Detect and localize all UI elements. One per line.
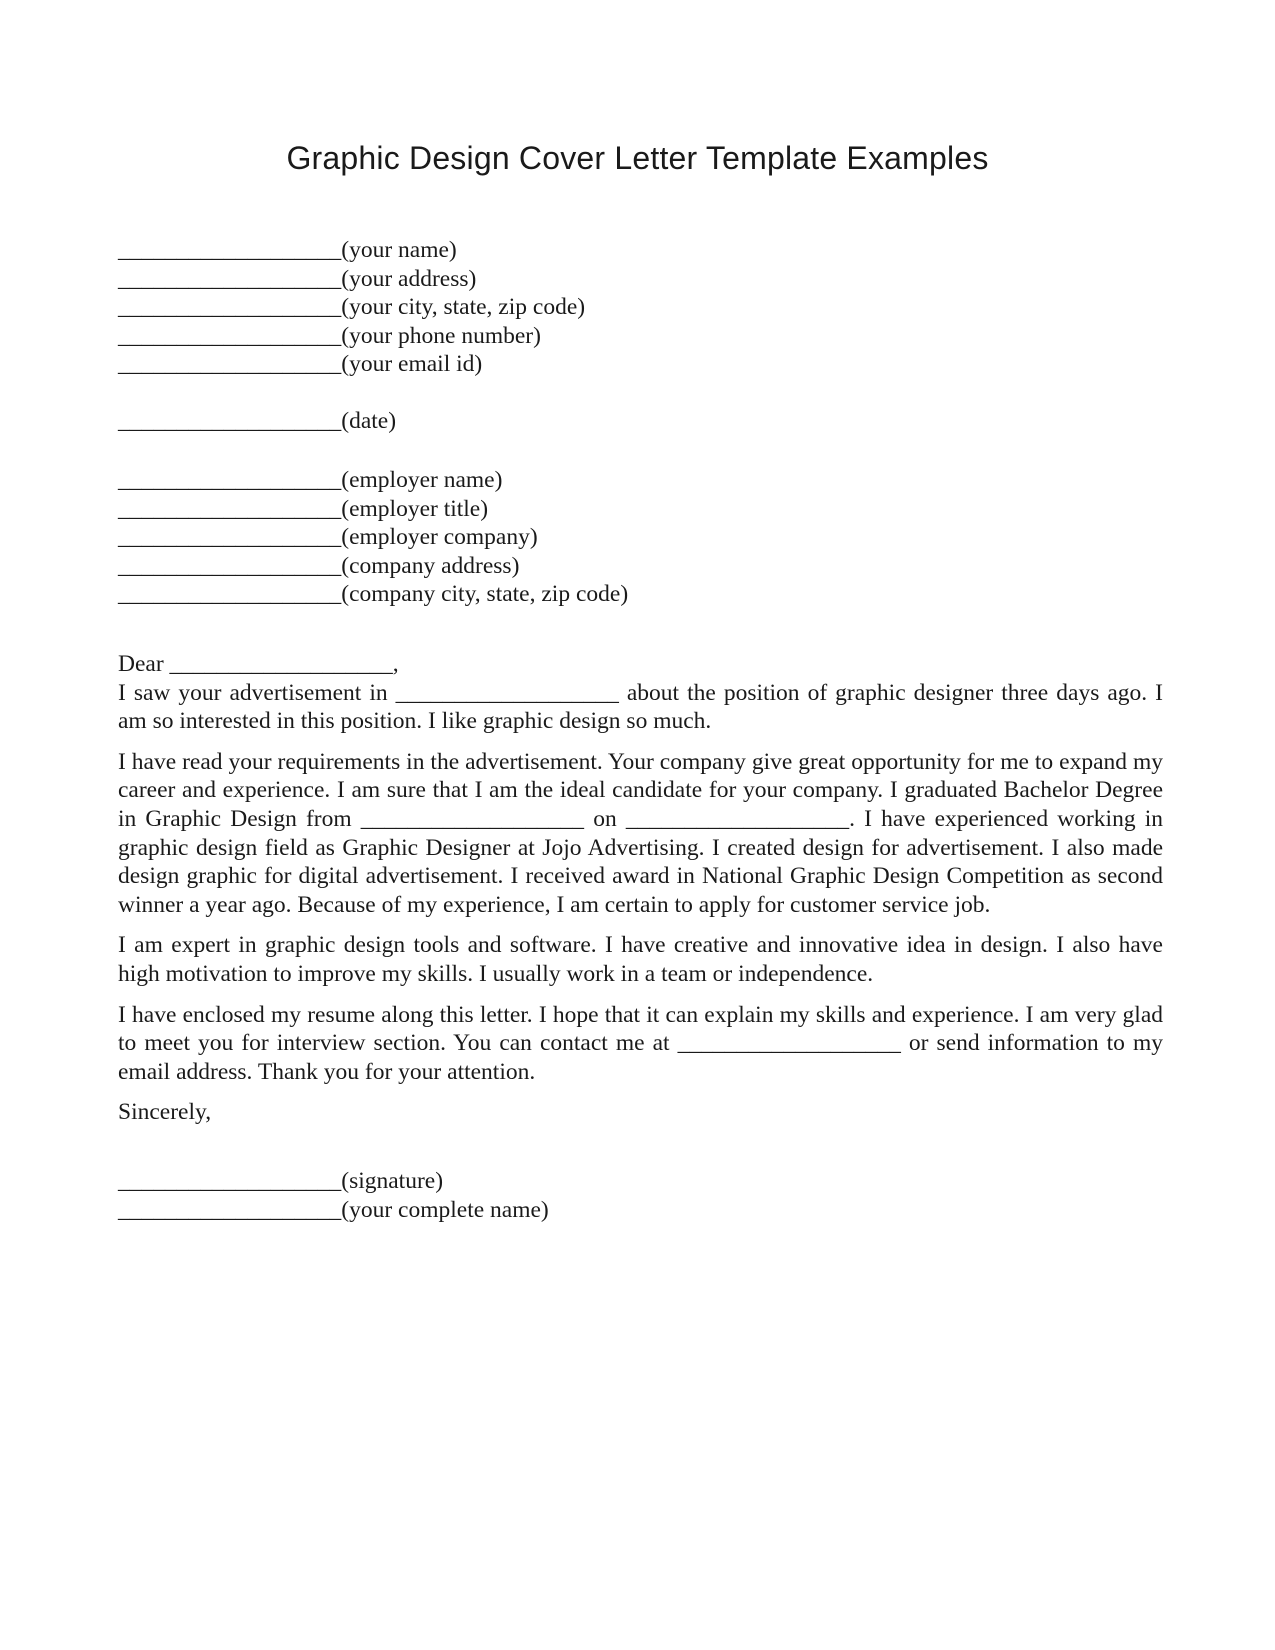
paragraph-intro: I saw your advertisement in ___________________ about the position of graphic designer three days ago. I am so interested in this position. I like graphic design so much. bbox=[118, 679, 1163, 735]
salutation: Dear ___________________, bbox=[118, 651, 399, 677]
date-block bbox=[118, 407, 1163, 436]
signature-line: ___________________(signature) bbox=[118, 1168, 444, 1194]
letter-body bbox=[118, 650, 1163, 1127]
signature-block bbox=[118, 1167, 1163, 1224]
sender-block bbox=[118, 236, 1163, 379]
sender-name-line: ___________________(your name) bbox=[118, 237, 457, 263]
paragraph-experience: I have read your requirements in the advertisement. Your company give great opportunity for me to expand my career and experience. I am sure that I am the ideal candidate for your company. I graduated Bachelor Degree in Graphic Design from ___________________ on ___________________. I have experienced working in graphic design field as Graphic Designer at Jojo Advertising. I created design for advertisement. I also made design graphic for digital advertisement. I received award in National Graphic Design Competition as second winner a year ago. Because of my experience, I am certain to apply for customer service job. bbox=[118, 748, 1163, 918]
closing-word: Sincerely, bbox=[118, 1099, 212, 1126]
paragraph-closing: I have enclosed my resume along this letter. I hope that it can explain my skills and experience. I am very glad to meet you for interview section. You can contact me at ___________________ or send information to my email address. Thank you for your attention. bbox=[118, 1001, 1163, 1085]
employer-title-line: ___________________(employer title) bbox=[118, 495, 489, 522]
company-address-line: ___________________(company address) bbox=[118, 552, 520, 579]
employer-company-line: ___________________(employer company) bbox=[118, 524, 538, 551]
paragraph-skills: I am expert in graphic design tools and software. I have creative and innovative idea in design. I also have high motivation to improve my skills. I usually work in a team or independence. bbox=[118, 932, 1163, 987]
company-city-line: ___________________(company city, state, zip code) bbox=[118, 581, 629, 608]
sender-address-line: ___________________(your address) bbox=[118, 265, 477, 292]
sender-phone-line: ___________________(your phone number) bbox=[118, 322, 541, 349]
document-title: Graphic Design Cover Letter Template Examples bbox=[286, 140, 989, 176]
sender-city-line: ___________________(your city, state, zip code) bbox=[118, 294, 586, 321]
sender-email-line: ___________________(your email id) bbox=[118, 351, 483, 378]
date-line: ___________________(date) bbox=[118, 408, 397, 434]
complete-name-line: ___________________(your complete name) bbox=[118, 1196, 549, 1223]
employer-block bbox=[118, 466, 1163, 609]
employer-name-line: ___________________(employer name) bbox=[118, 467, 503, 493]
